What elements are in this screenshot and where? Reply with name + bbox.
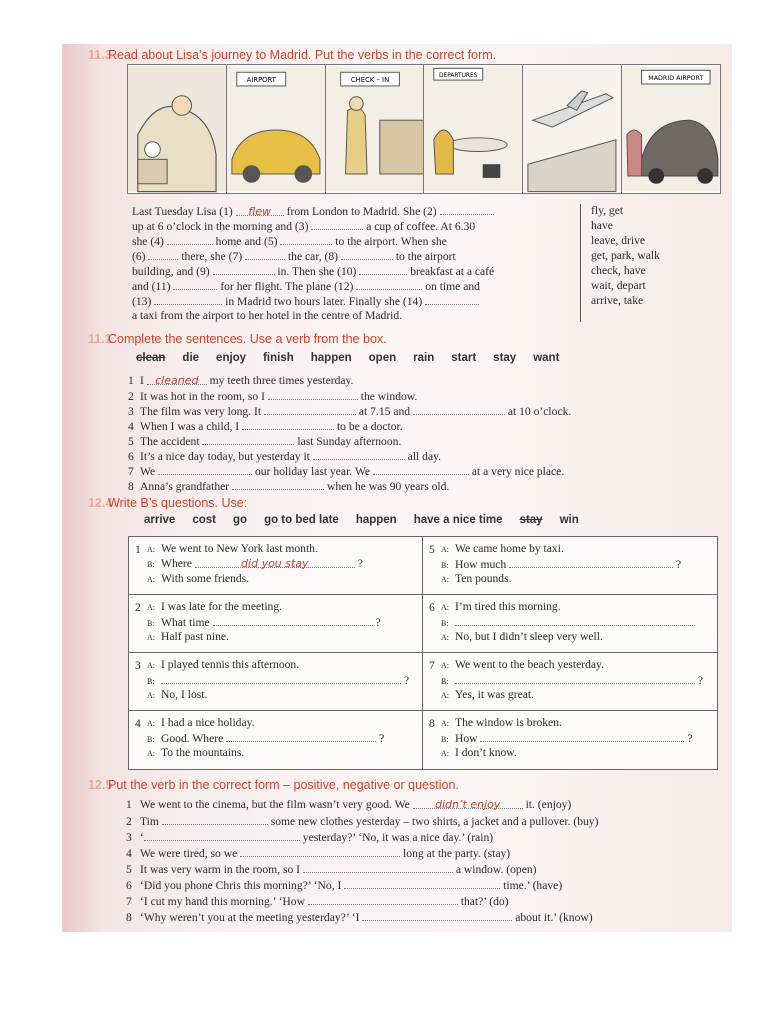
sign-airport: AIRPORT bbox=[246, 76, 276, 85]
exercise-lisa-journey bbox=[62, 44, 732, 326]
answer-blank-11[interactable] bbox=[173, 279, 217, 290]
answer-blank[interactable] bbox=[413, 404, 505, 415]
sign-departures: DEPARTURES bbox=[439, 73, 478, 80]
exercise-header bbox=[62, 778, 459, 792]
exercise-number: 11.3 bbox=[88, 48, 112, 62]
picture-madrid-airport bbox=[622, 65, 720, 193]
verb-box-word: arrive bbox=[144, 514, 176, 526]
dialogue-cell: 6 A: I’m tired this morning. B: A: No, but I didn’t sleep very well. bbox=[423, 595, 716, 652]
picture-taxi bbox=[227, 65, 326, 193]
passage-line-3: she (4) home and (5) to the airport. When she bbox=[132, 235, 447, 248]
answer-blank-7[interactable] bbox=[245, 249, 285, 260]
answer-blank-12[interactable] bbox=[356, 279, 422, 290]
picture-plane bbox=[523, 65, 622, 193]
dialogue-cell: 1 A: We went to New York last month. B: Where did you stay ? A: With some friends. bbox=[135, 542, 363, 585]
verb-list-item: arrive, take bbox=[591, 294, 644, 307]
list-item: 3 The film was very long. It at 7.15 and at 10 o’clock. bbox=[128, 405, 572, 418]
passage-line-1: Last Tuesday Lisa (1) flew from London to Madrid. She (2) bbox=[132, 204, 494, 219]
verb-list-item: check, have bbox=[591, 264, 646, 277]
list-item: 2 It was hot in the room, so I the window. bbox=[128, 390, 418, 403]
answer-blank[interactable] bbox=[308, 894, 458, 905]
answer-blank[interactable] bbox=[455, 615, 695, 626]
answer-blank[interactable] bbox=[268, 389, 358, 400]
answer-blank[interactable] bbox=[202, 434, 294, 445]
cafe-icon bbox=[424, 65, 522, 193]
exercise-header bbox=[62, 496, 247, 510]
exercise-title: Read about Lisa’s journey to Madrid. Put the verbs in the correct form. bbox=[108, 48, 497, 62]
answer-blank[interactable] bbox=[213, 615, 373, 626]
answer-blank[interactable] bbox=[509, 557, 673, 568]
answer-blank[interactable] bbox=[455, 673, 695, 684]
answer-blank[interactable] bbox=[161, 673, 401, 684]
verb-box-word: cost bbox=[192, 514, 216, 526]
taxi-icon bbox=[227, 65, 325, 193]
answer-blank[interactable] bbox=[144, 830, 300, 841]
answer-blank[interactable]: didn’t enjoy bbox=[413, 798, 523, 809]
picture-check-in bbox=[326, 65, 425, 193]
list-item: 3 ‘ yesterday?’ ‘No, it was a nice day.’ (rain) bbox=[126, 831, 494, 844]
sign-check-in: CHECK – IN bbox=[350, 76, 389, 85]
answer-blank[interactable] bbox=[242, 419, 334, 430]
list-item: 4 We were tired, so we long at the party. (stay) bbox=[126, 847, 511, 860]
list-item: 8 Anna’s grandfather when he was 90 years old. bbox=[128, 480, 450, 493]
picture-strip bbox=[127, 64, 721, 194]
verb-box-word: enjoy bbox=[216, 352, 247, 364]
answer-blank[interactable] bbox=[158, 464, 252, 475]
exercise-header bbox=[62, 332, 387, 346]
list-item: 8 ‘Why weren’t you at the meeting yesterday?’ ‘I about it.’ (know) bbox=[126, 911, 593, 924]
passage-line-2: up at 6 o’clock in the morning and (3) a cup of coffee. At 6.30 bbox=[132, 220, 476, 233]
exercise-title: Put the verb in the correct form – positive, negative or question. bbox=[108, 778, 459, 792]
exercise-title: Write B’s questions. Use: bbox=[108, 496, 248, 510]
list-item: 5 It was very warm in the room, so I a window. (open) bbox=[126, 863, 537, 876]
check-in-desk-icon bbox=[326, 65, 424, 193]
list-item: 4 When I was a child, I to be a doctor. bbox=[128, 420, 403, 433]
exercise-number: 11.1 bbox=[88, 332, 112, 346]
verb-list-item: get, park, walk bbox=[591, 249, 660, 262]
verb-list bbox=[580, 204, 660, 322]
passage-line-6: and (11) for her flight. The plane (12) on time and bbox=[132, 280, 480, 293]
list-item: 7 ‘I cut my hand this morning.’ ‘How that?’ (do) bbox=[126, 895, 509, 908]
exercise-header bbox=[62, 48, 496, 62]
list-item: 6 It’s a nice day today, but yesterday it all day. bbox=[128, 450, 442, 463]
answer-blank[interactable] bbox=[313, 449, 405, 460]
dialogue-cell: 7 A: We went to the beach yesterday. B: ? A: Yes, it was great. bbox=[429, 658, 704, 701]
answer-blank-9[interactable] bbox=[213, 264, 275, 275]
exercise-title: Complete the sentences. Use a verb from the box. bbox=[108, 332, 387, 346]
verb-box-word: win bbox=[559, 514, 579, 526]
answer-blank-6[interactable] bbox=[148, 249, 178, 260]
answer-blank-5[interactable] bbox=[280, 234, 332, 245]
exercise-number: 12.4 bbox=[88, 496, 113, 510]
verb-list-item: leave, drive bbox=[591, 234, 646, 247]
list-item: 1 We went to the cinema, but the film wasn’t very good. We didn’t enjoy it. (enjoy) bbox=[126, 798, 572, 811]
verb-box-word: go bbox=[233, 514, 248, 526]
verb-box-word: finish bbox=[263, 352, 294, 364]
workbook-page bbox=[62, 44, 732, 932]
verb-box bbox=[144, 514, 596, 526]
airplane-icon bbox=[523, 65, 621, 193]
picture-alarm bbox=[128, 65, 227, 193]
answer-blank[interactable] bbox=[480, 731, 684, 742]
answer-blank-1[interactable]: flew bbox=[236, 205, 284, 216]
answer-blank[interactable] bbox=[344, 878, 500, 889]
list-item: 7 We our holiday last year. We at a very nice place. bbox=[128, 465, 565, 478]
exercise-write-questions bbox=[62, 494, 732, 774]
answer-blank-14[interactable] bbox=[425, 294, 479, 305]
verb-list-item: have bbox=[591, 219, 613, 232]
passage-line-8: a taxi from the airport to her hotel in the centre of Madrid. bbox=[132, 309, 403, 322]
verb-box-word: have a nice time bbox=[413, 514, 503, 526]
verb-box bbox=[136, 352, 576, 364]
dialogue-cell: 3 A: I played tennis this afternoon. B: ? A: No, I lost. bbox=[135, 658, 410, 701]
verb-box-word: want bbox=[533, 352, 560, 364]
list-item: 2 Tim some new clothes yesterday – two shirts, a jacket and a pullover. (buy) bbox=[126, 815, 599, 828]
list-item: 1 I cleaned my teeth three times yesterday. bbox=[128, 374, 354, 387]
list-item: 5 The accident last Sunday afternoon. bbox=[128, 435, 402, 448]
exercise-complete-sentences bbox=[62, 330, 732, 492]
answer-blank[interactable] bbox=[264, 404, 356, 415]
verb-box-word: start bbox=[451, 352, 477, 364]
dialogue-cell: 8 A: The window is broken. B: How ? A: I don’t know. bbox=[429, 716, 693, 759]
alarm-clock-icon bbox=[128, 65, 226, 193]
dialogue-cell: 5 A: We came home by taxi. B: How much ? A: Ten pounds. bbox=[429, 542, 682, 585]
picture-cafe bbox=[424, 65, 523, 193]
answer-blank[interactable]: cleaned bbox=[147, 374, 207, 385]
verb-list-item: fly, get bbox=[591, 204, 624, 217]
verb-box-word: happen bbox=[355, 514, 397, 526]
answer-blank[interactable] bbox=[362, 910, 512, 921]
answer-blank[interactable] bbox=[303, 862, 453, 873]
answer-blank[interactable] bbox=[373, 464, 469, 475]
passage-line-5: building, and (9) in. Then she (10) breakfast at a café bbox=[132, 265, 495, 278]
answer-blank-8[interactable] bbox=[341, 249, 393, 260]
answer-blank[interactable]: did you stay bbox=[195, 557, 355, 568]
answer-blank[interactable] bbox=[226, 731, 376, 742]
answer-blank[interactable] bbox=[162, 814, 268, 825]
verb-box-word: stay bbox=[519, 514, 543, 526]
answer-blank-3[interactable] bbox=[311, 219, 363, 230]
verb-box-word: happen bbox=[310, 352, 352, 364]
answer-blank-13[interactable] bbox=[154, 294, 222, 305]
verb-box-word: rain bbox=[413, 352, 435, 364]
verb-box-word: stay bbox=[493, 352, 517, 364]
answer-blank[interactable] bbox=[240, 846, 400, 857]
answer-blank-4[interactable] bbox=[167, 234, 213, 245]
passage-line-4: (6) there, she (7) the car, (8) to the airport bbox=[132, 250, 456, 263]
verb-box-word: clean bbox=[136, 352, 166, 364]
verb-box-word: die bbox=[182, 352, 200, 364]
verb-box-word: go to bed late bbox=[264, 514, 339, 526]
answer-blank[interactable] bbox=[232, 479, 324, 490]
exercise-number: 12.5 bbox=[88, 778, 113, 792]
taxi-icon bbox=[622, 65, 720, 193]
verb-box-word: open bbox=[368, 352, 397, 364]
dialogue-cell: 4 A: I had a nice holiday. B: Good. Where ? A: To the mountains. bbox=[135, 716, 385, 759]
answer-blank-2[interactable] bbox=[440, 204, 494, 215]
passage-line-7: (13) in Madrid two hours later. Finally she (14) bbox=[132, 294, 479, 309]
dialogue-grid bbox=[128, 536, 718, 770]
exercise-verb-form bbox=[62, 776, 732, 930]
sign-madrid-airport: MADRID AIRPORT bbox=[648, 75, 704, 83]
list-item: 6 ‘Did you phone Chris this morning?’ ‘No, I time.’ (have) bbox=[126, 879, 563, 892]
answer-blank-10[interactable] bbox=[359, 264, 407, 275]
verb-list-item: wait, depart bbox=[591, 279, 646, 292]
dialogue-cell: 2 A: I was late for the meeting. B: What time ? A: Half past nine. bbox=[135, 600, 381, 643]
